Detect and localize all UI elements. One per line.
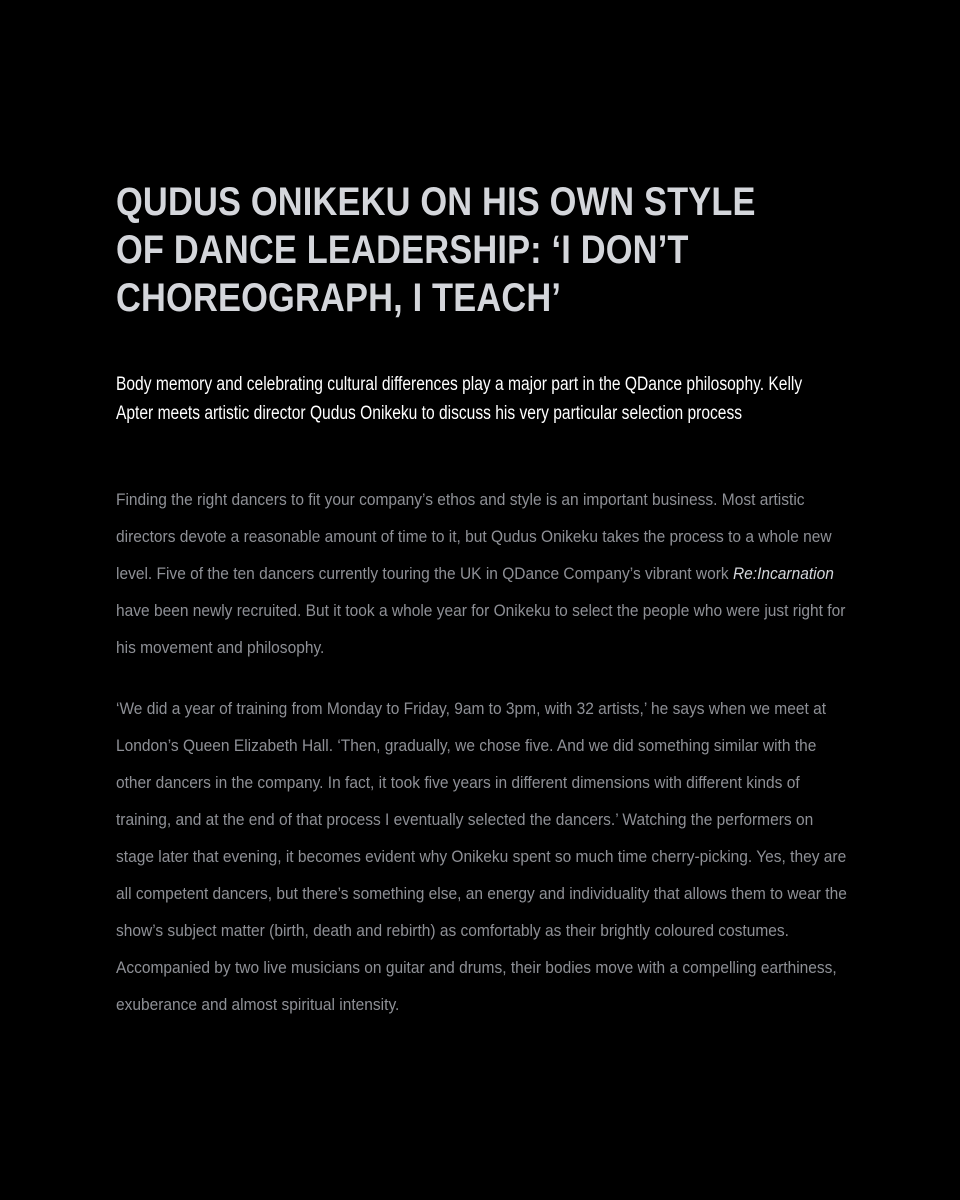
- article-standfirst: Body memory and celebrating cultural differences play a major part in the QDance philosophy. Kelly Apter meets artistic director Qudus Onikeku to discuss his very particular selection process: [116, 374, 803, 424]
- paragraph-text: have been newly recruited. But it took a whole year for Onikeku to select the people who were just right for his movement and philosophy.: [116, 602, 846, 657]
- body-paragraph: ‘We did a year of training from Monday to Friday, 9am to 3pm, with 32 artists,’ he says when we meet at London’s Queen Elizabeth Hall. ‘Then, gradually, we chose five. And we did something similar with the other dancers in the company. In fact, it took five years in different dimensions with different kinds of training, and at the end of that process I eventually selected the dancers.’ Watching the performers on stage later that evening, it becomes evident why Onikeku spent so much time cherry-picking. Yes, they are all competent dancers, but there’s something else, an energy and individuality that allows them to wear the show’s subject matter (birth, death and rebirth) as comfortably as their brightly coloured costumes. Accompanied by two live musicians on guitar and drums, their bodies move with a compelling earthiness, exuberance and almost spiritual intensity.: [116, 700, 847, 1014]
- paragraph-text: Finding the right dancers to fit your company’s ethos and style is an important business. Most artistic directors devote a reasonable amount of time to it, but Qudus Onikeku takes the process to a whole new level. Five of the ten dancers currently touring the UK in QDance Company’s vibrant work: [116, 491, 832, 583]
- article-headline: QUDUS ONIKEKU ON HIS OWN STYLE OF DANCE LEADERSHIP: ‘I DON’T CHOREOGRAPH, I TEACH’: [116, 180, 756, 320]
- work-title: Re:Incarnation: [732, 565, 834, 583]
- article: [116, 178, 852, 1014]
- body-paragraph: [116, 482, 852, 667]
- article-body: [116, 482, 852, 1048]
